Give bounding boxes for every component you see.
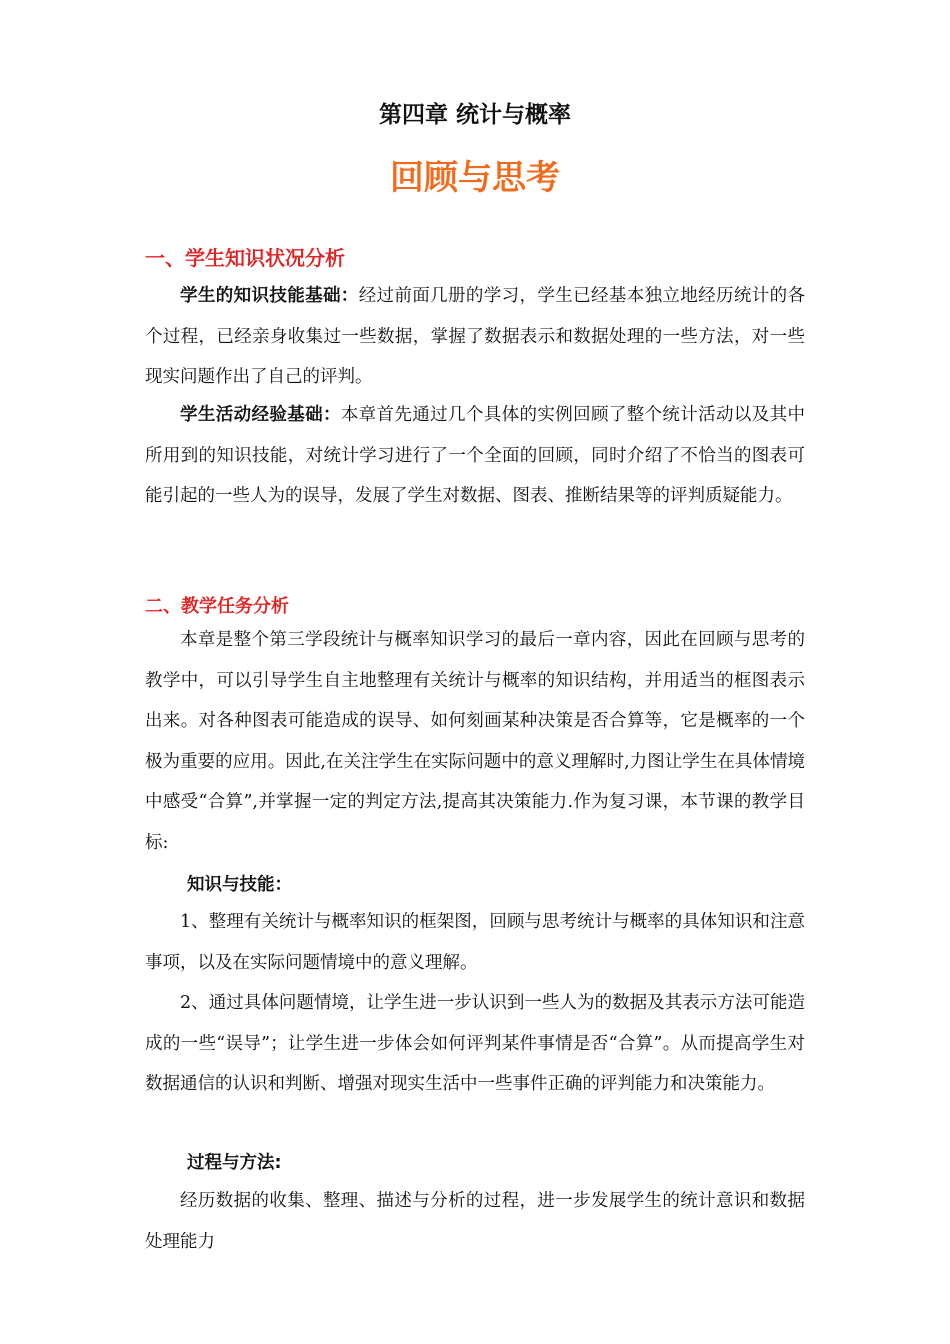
paragraph-teaching-task-intro: 本章是整个第三学段统计与概率知识学习的最后一章内容，因此在回顾与思考的教学中，可以引导学生自主地整理有关统计与概率的知识结构，并用适当的框图表示出来。对各种图表可能造成的误导、如何刻画某种决策是否合算等，它是概率的一个极为重要的应用。因此,在关注学生在实际问题中的意义理解时,力图让学生在具体情境中感受“合算”,并掌握一定的判定方法,提高其决策能力.作为复习课，本节课的教学目标: — [145, 630, 805, 853]
subheading-knowledge-skills: 知识与技能： — [187, 875, 292, 895]
list-item-knowledge-1: 1、整理有关统计与概率知识的框架图，回顾与思考统计与概率的具体知识和注意事项，以及在实际问题情境中的意义理解。 — [145, 912, 805, 973]
section-heading-student-analysis: 一、学生知识状况分析 — [145, 246, 345, 270]
section-heading-teaching-tasks: 二、教学任务分析 — [145, 596, 289, 617]
paragraph-label: 学生的知识技能基础： — [180, 286, 359, 306]
paragraph-knowledge-skills-basis — [145, 276, 805, 398]
paragraph-activity-experience-basis — [145, 395, 805, 517]
paragraph-text: 经过前面几册的学习，学生已经基本独立地经历统计的各个过程，已经亲身收集过一些数据，掌握了数据表示和数据处理的一些方法，对一些现实问题作出了自己的评判。 — [145, 286, 806, 387]
paragraph-text: 本章首先通过几个具体的实例回顾了整个统计活动以及其中所用到的知识技能，对统计学习进行了一个全面的回顾，同时介绍了不恰当的图表可能引起的一些人为的误导，发展了学生对数据、图表、推断结果等的评判质疑能力。 — [145, 405, 806, 506]
chapter-title: 第四章 统计与概率 — [378, 102, 571, 128]
subheading-process-methods: 过程与方法: — [187, 1153, 282, 1173]
lesson-title: 回顾与思考 — [390, 158, 560, 198]
list-item-knowledge-2: 2、通过具体问题情境，让学生进一步认识到一些人为的数据及其表示方法可能造成的一些“误导”；让学生进一步体会如何评判某件事情是否“合算”。从而提高学生对数据通信的认识和判断、增强对现实生活中一些事件正确的评判能力和决策能力。 — [145, 993, 805, 1094]
paragraph-label: 学生活动经验基础： — [180, 405, 341, 425]
paragraph-process-methods: 经历数据的收集、整理、描述与分析的过程，进一步发展学生的统计意识和数据处理能力 — [145, 1191, 805, 1252]
